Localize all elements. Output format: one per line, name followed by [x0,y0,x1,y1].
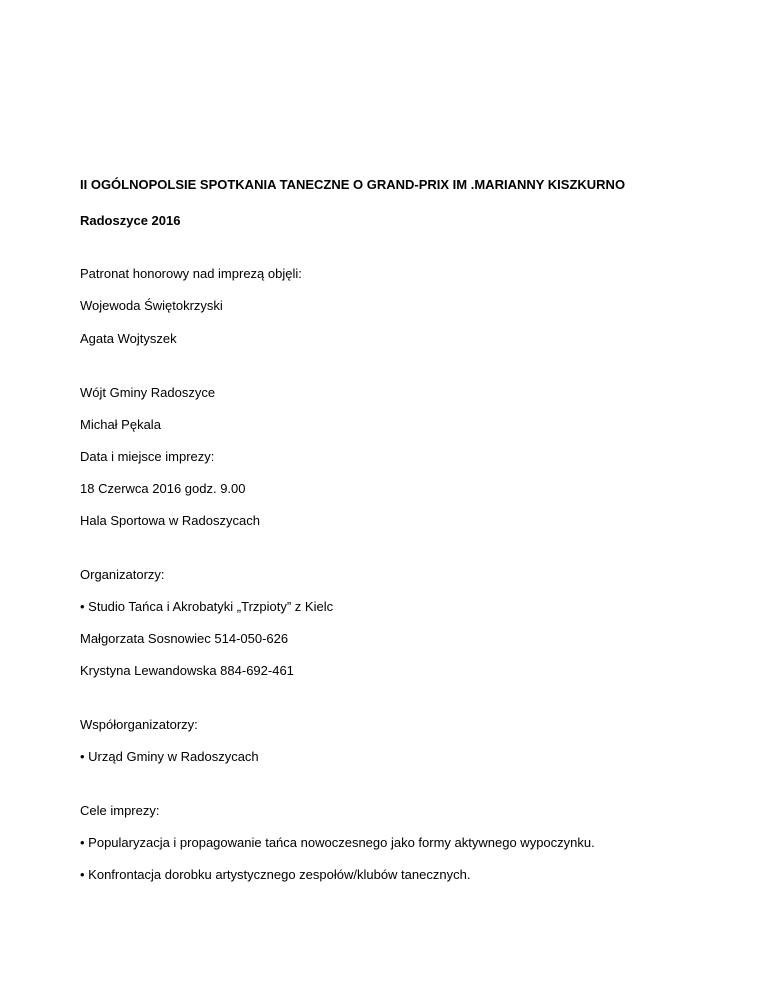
organizer-item: • Studio Tańca i Akrobatyki „Trzpioty” z Kielc [80,599,334,614]
event-venue: Hala Sportowa w Radoszycach [80,513,260,528]
goal-item-2: • Konfrontacja dorobku artystycznego zespołów/klubów tanecznych. [80,867,471,882]
goal-item-1: • Popularyzacja i propagowanie tańca nowoczesnego jako formy aktywnego wypoczynku. [80,835,595,850]
coorganizers-heading: Współorganizatorzy: [80,717,198,732]
document-title: II OGÓLNOPOLSIE SPOTKANIA TANECZNE O GRAND-PRIX IM .MARIANNY KISZKURNO [80,177,626,192]
patron1-title: Wojewoda Świętokrzyski [80,298,223,313]
event-heading: Data i miejsce imprezy: [80,449,215,464]
event-date: 18 Czerwca 2016 godz. 9.00 [80,481,246,496]
document-subtitle: Radoszyce 2016 [80,213,181,228]
patronage-heading: Patronat honorowy nad imprezą objęli: [80,266,302,281]
organizer-contact-1: Małgorzata Sosnowiec 514-050-626 [80,631,289,646]
organizers-heading: Organizatorzy: [80,567,165,582]
organizer-contact-2: Krystyna Lewandowska 884-692-461 [80,663,294,678]
coorganizer-item: • Urząd Gminy w Radoszycach [80,749,259,764]
goals-heading: Cele imprezy: [80,803,160,818]
patron2-title: Wójt Gminy Radoszyce [80,385,216,400]
patron1-name: Agata Wojtyszek [80,331,177,346]
patron2-name: Michał Pękala [80,417,161,432]
